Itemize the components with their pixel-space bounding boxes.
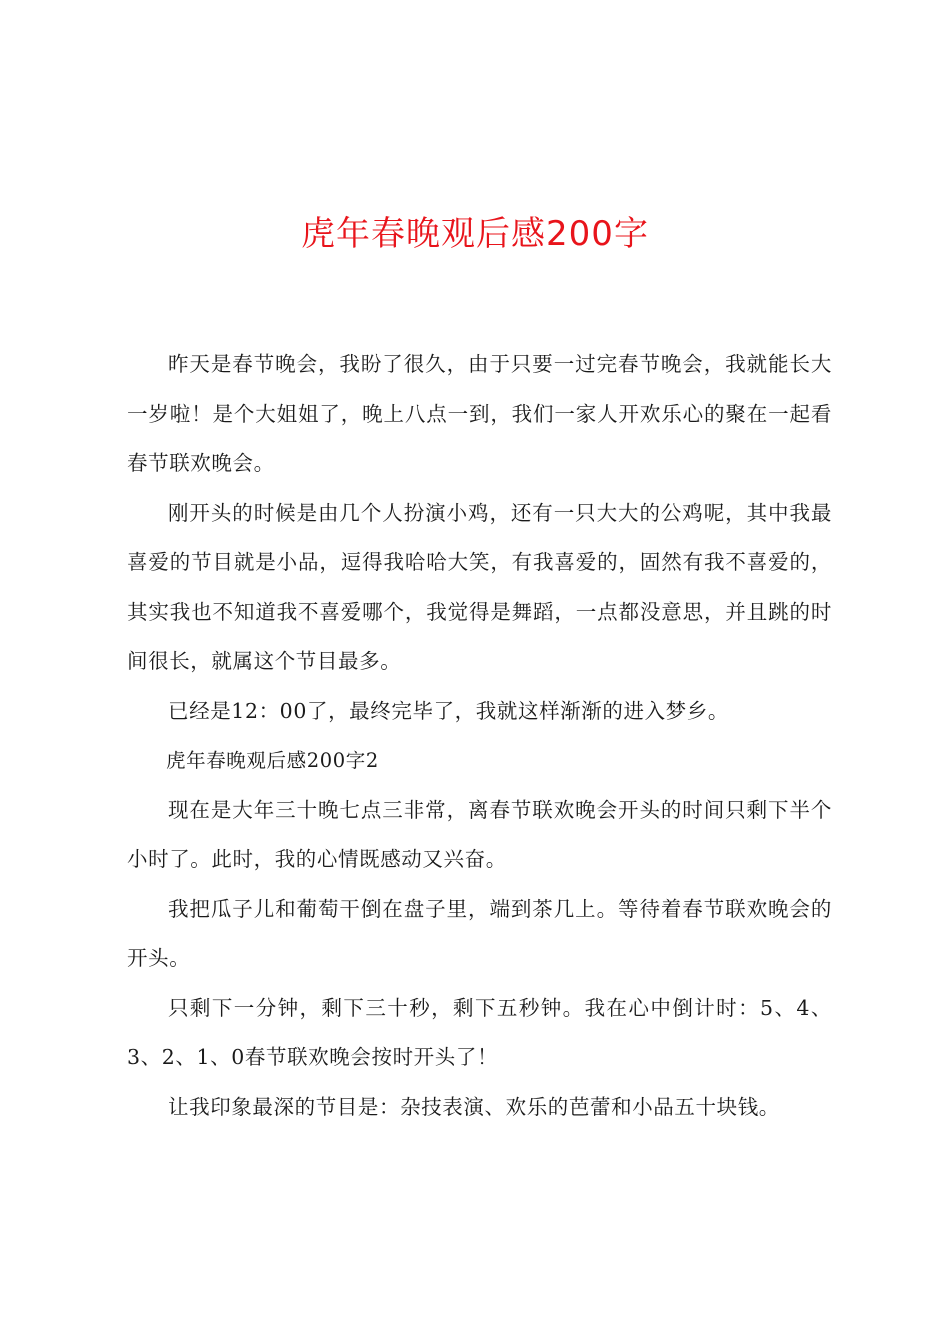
paragraph-3: 已经是12：00了，最终完毕了，我就这样渐渐的进入梦乡。: [168, 698, 729, 723]
paragraph-4: 现在是大年三十晚七点三非常，离春节联欢晚会开头的时间只剩下半个小时了。此时，我的心情既感动又兴奋。: [127, 797, 832, 871]
paragraph-2: 刚开头的时候是由几个人扮演小鸡，还有一只大大的公鸡呢，其中我最喜爱的节目就是小品，逗得我哈哈大笑，有我喜爱的，固然有我不喜爱的，其实我也不知道我不喜爱哪个，我觉得是舞蹈，一点都没意思，并且跳的时间很长，就属这个节目最多。: [127, 500, 832, 673]
section-heading: 虎年春晚观后感200字2: [166, 749, 379, 772]
document-body: [127, 340, 832, 1132]
document-title: 虎年春晚观后感200字: [301, 214, 649, 254]
paragraph-5: 我把瓜子儿和葡萄干倒在盘子里，端到茶几上。等待着春节联欢晚会的开头。: [127, 896, 832, 970]
paragraph-7: 让我印象最深的节目是：杂技表演、欢乐的芭蕾和小品五十块钱。: [168, 1094, 780, 1119]
paragraph-1: 昨天是春节晚会，我盼了很久，由于只要一过完春节晚会，我就能长大一岁啦！是个大姐姐了，晚上八点一到，我们一家人开欢乐心的聚在一起看春节联欢晚会。: [127, 352, 832, 475]
paragraph-6: 只剩下一分钟，剩下三十秒，剩下五秒钟。我在心中倒计时：5、4、3、2、1、0春节联欢晚会按时开头了！: [127, 995, 832, 1069]
